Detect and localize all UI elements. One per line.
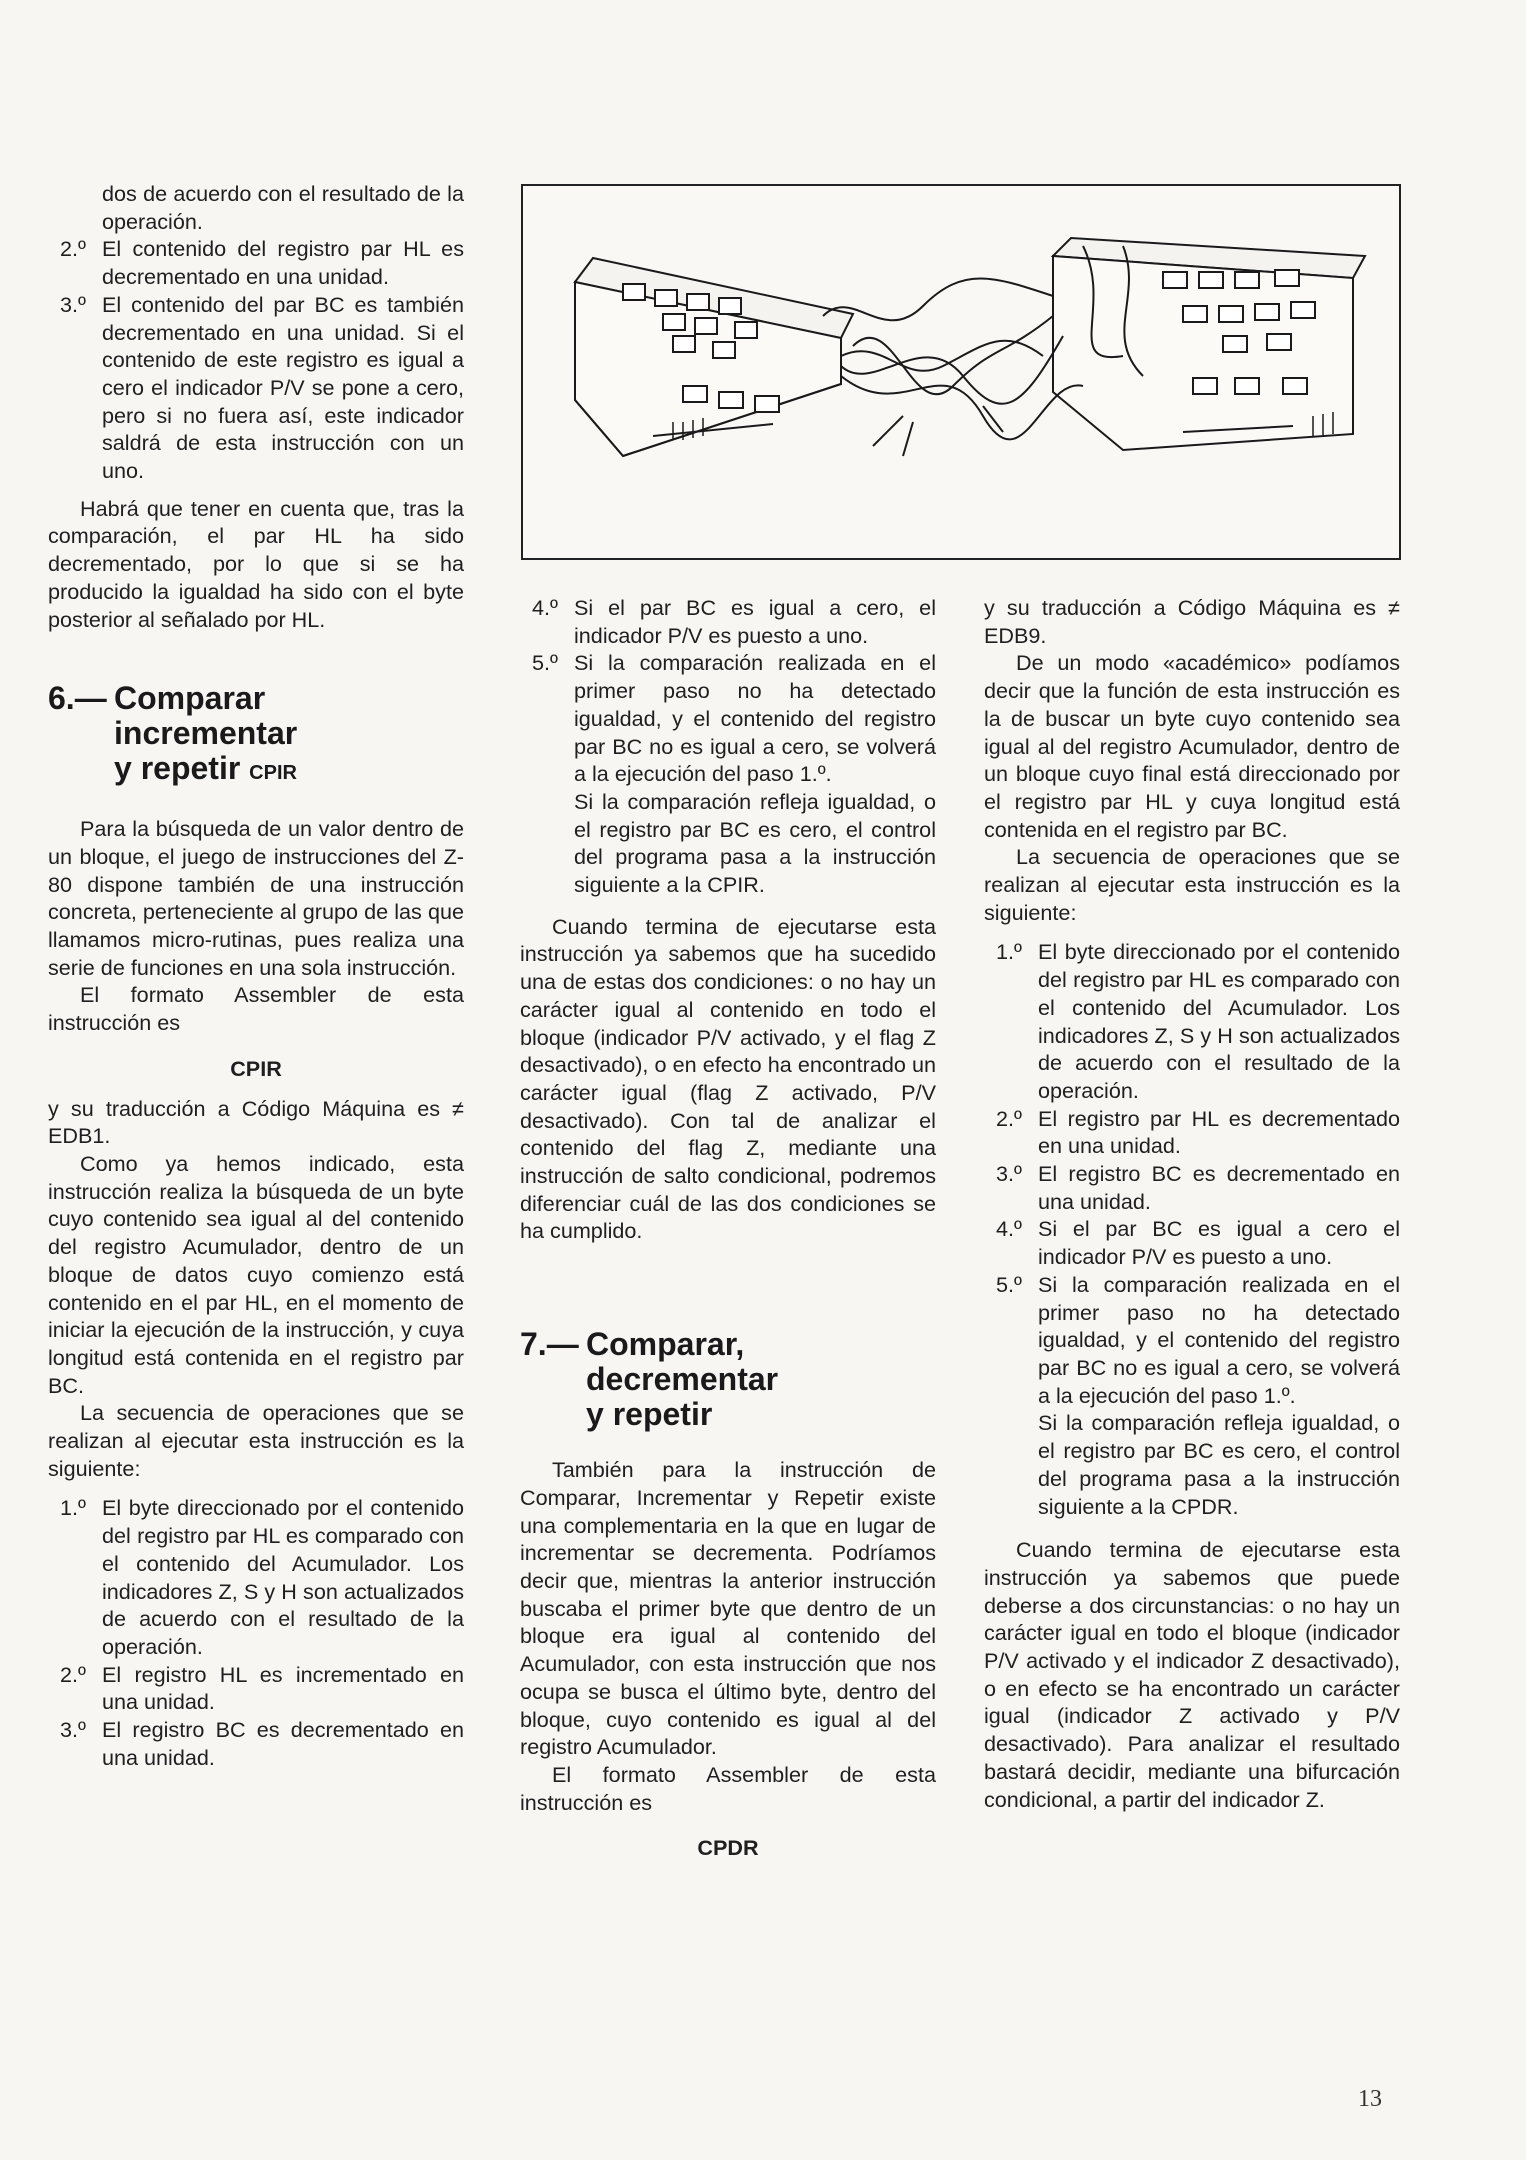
list-item — [520, 594, 936, 649]
list-item — [48, 291, 464, 485]
list-item — [520, 649, 936, 898]
step-number: 1.º — [60, 1495, 86, 1521]
list-item — [984, 1160, 1400, 1215]
paragraph: y su traducción a Código Máquina es ≠ EDB1. — [48, 1095, 464, 1149]
step-number: 3.º — [996, 1161, 1022, 1187]
step-text: El registro BC es decrementado en una unidad. — [1038, 1161, 1400, 1214]
step-text: Si la comparación refleja igualdad, o el registro par BC es cero, el control del programa pasa a la instrucción siguiente a la CPDR. — [1038, 1410, 1400, 1519]
paragraph: La secuencia de operaciones que se realizan al ejecutar esta instrucción es la siguiente: — [984, 844, 1400, 925]
step-number: 5.º — [996, 1271, 1022, 1297]
step-number: 3.º — [60, 1717, 86, 1743]
paragraph: Cuando termina de ejecutarse esta instrucción ya sabemos que puede deberse a dos circunstancias: o no hay un carácter igual en todo el bloque (indicador P/V activado y el indicador Z desactivado), o en efecto se ha encontrado un carácter igual (indicador Z activado y P/V desactivado). Para analizar el resultado bastará decidir, mediante una bifurcación condicional, a partir del indicador Z. — [984, 1537, 1400, 1812]
list-item — [48, 1661, 464, 1716]
circuit-boards-illustration-icon — [523, 186, 1399, 558]
list-item — [48, 1716, 464, 1771]
step-text: Si la comparación realizada en el primer paso no ha detectado igualdad, y el contenido del registro par BC no es igual a cero, se volverá a la ejecución del paso 1.º. — [574, 650, 936, 787]
step-continuation — [48, 180, 464, 235]
paragraph: Como ya hemos indicado, esta instrucción realiza la búsqueda de un byte cuyo contenido sea igual al del contenido del registro Acumulador, dentro de un bloque de datos cuyo comienzo está contenido en el par HL, en el momento de iniciar la ejecución de la instrucción, y cuya longitud está contenida en el registro par BC. — [48, 1150, 464, 1398]
paragraph: La secuencia de operaciones que se realizan al ejecutar esta instrucción es la siguiente: — [48, 1400, 464, 1481]
list-item — [984, 938, 1400, 1104]
paragraph: El formato Assembler de esta instrucción es — [520, 1761, 936, 1815]
step-text: El byte direccionado por el contenido del registro par HL es comparado con el contenido del Acumulador. Los indicadores Z, S y H son actualizados de acuerdo con el resultado de la operación. — [102, 1495, 464, 1659]
heading-number: 6.— — [48, 680, 107, 717]
list-item — [984, 1215, 1400, 1270]
step-text: El byte direccionado por el contenido del registro par HL es comparado con el contenido del Acumulador. Los indicadores Z, S y H son actualizados de acuerdo con el resultado de la operación. — [1038, 939, 1400, 1103]
heading-line: y repetir — [586, 1396, 713, 1433]
paragraph: Habrá que tener en cuenta que, tras la comparación, el par HL ha sido decrementado, por lo que si se ha producido la igualdad ha sido con el byte posterior al señalado por HL. — [48, 495, 464, 632]
code-mnemonic: CPIR — [230, 1055, 282, 1081]
section-heading-7 — [520, 1327, 936, 1432]
heading-line: Comparar — [114, 680, 266, 717]
list-item — [48, 1494, 464, 1660]
step-number: 2.º — [60, 1661, 86, 1687]
column-1 — [48, 180, 464, 1771]
paragraph: y su traducción a Código Máquina es ≠ EDB9. — [984, 595, 1400, 648]
step-number: 4.º — [532, 595, 558, 620]
step-text: Si la comparación realizada en el primer paso no ha detectado igualdad, y el contenido del registro par BC no es igual a cero, se volverá a la ejecución del paso 1.º. — [1038, 1271, 1400, 1408]
step-number: 2.º — [996, 1105, 1022, 1131]
step-text: El contenido del registro par HL es decrementado en una unidad. — [102, 236, 464, 290]
step-number: 3.º — [60, 291, 86, 317]
step-text: Si la comparación refleja igualdad, o el registro par BC es cero, el control del programa pasa a la instrucción siguiente a la CPIR. — [574, 788, 936, 898]
paragraph: El formato Assembler de esta instrucción es — [48, 982, 464, 1036]
paragraph: Para la búsqueda de un valor dentro de un bloque, el juego de instrucciones del Z-80 dispone también de una instrucción concreta, perteneciente al grupo de las que llamamos micro-rutinas, pues realiza una serie de funciones en una sola instrucción. — [48, 816, 464, 980]
heading-line: y repetir — [114, 750, 241, 787]
step-number: 1.º — [996, 939, 1022, 965]
heading-number: 7.— — [520, 1326, 579, 1363]
list-item — [48, 235, 464, 290]
step-text: dos de acuerdo con el resultado de la operación. — [102, 181, 464, 234]
list-item — [984, 1271, 1400, 1520]
code-mnemonic: CPDR — [697, 1835, 759, 1861]
illustration-frame — [521, 184, 1401, 560]
step-number: 5.º — [532, 650, 558, 676]
step-number: 4.º — [996, 1216, 1022, 1242]
section-heading-6 — [48, 681, 464, 791]
heading-line: incrementar — [114, 715, 298, 752]
step-text: El contenido del par BC es también decrementado en una unidad. Si el contenido de este registro es igual a cero el indicador P/V se pone a cero, pero si no fuera así, este indicador saldrá de esta instrucción con un uno. — [102, 291, 464, 484]
step-text: Si el par BC es igual a cero, el indicador P/V es puesto a uno. — [574, 595, 936, 648]
column-3 — [984, 594, 1400, 1813]
heading-line: Comparar, — [586, 1326, 745, 1363]
paragraph: También para la instrucción de Comparar, Incrementar y Repetir existe una complementaria en la que en lugar de incrementar se decrementa. Podríamos decir que, mientras la anterior instrucción buscaba el primer byte que dentro de un bloque era igual al contenido del Acumulador, con esta instrucción que nos ocupa se busca el último byte, dentro del bloque, cuyo contenido es igual al del registro Acumulador. — [520, 1457, 936, 1760]
step-text: El registro par HL es decrementado en una unidad. — [1038, 1105, 1400, 1159]
column-2 — [520, 594, 936, 1862]
paragraph: De un modo «académico» podíamos decir que la función de esta instrucción es la de buscar un byte cuyo contenido sea igual al del registro Acumulador, dentro de un bloque cuyo final está direccionado por el registro par HL y cuya longitud está contenida en el registro par BC. — [984, 650, 1400, 842]
step-text: El registro HL es incrementado en una unidad. — [102, 1661, 464, 1715]
paragraph: Cuando termina de ejecutarse esta instrucción ya sabemos que ha sucedido una de estas dos condiciones: o no hay un carácter igual al contenido en todo el bloque (indicador P/V activado, y el flag Z desactivado), o en efecto ha encontrado un carácter igual (flag Z activado, P/V desactivado). Con tal de analizar el contenido del flag Z, mediante una instrucción de salto condicional, podremos diferenciar cuál de las dos condiciones se ha cumplido. — [520, 913, 936, 1244]
list-item — [984, 1105, 1400, 1160]
page-number: 13 — [1358, 2086, 1382, 2112]
heading-line: decrementar — [586, 1361, 779, 1398]
step-text: Si el par BC es igual a cero el indicador P/V es puesto a uno. — [1038, 1216, 1400, 1270]
step-number: 2.º — [60, 236, 86, 262]
step-text: El registro BC es decrementado en una unidad. — [102, 1717, 464, 1770]
heading-code: CPIR — [249, 762, 297, 785]
